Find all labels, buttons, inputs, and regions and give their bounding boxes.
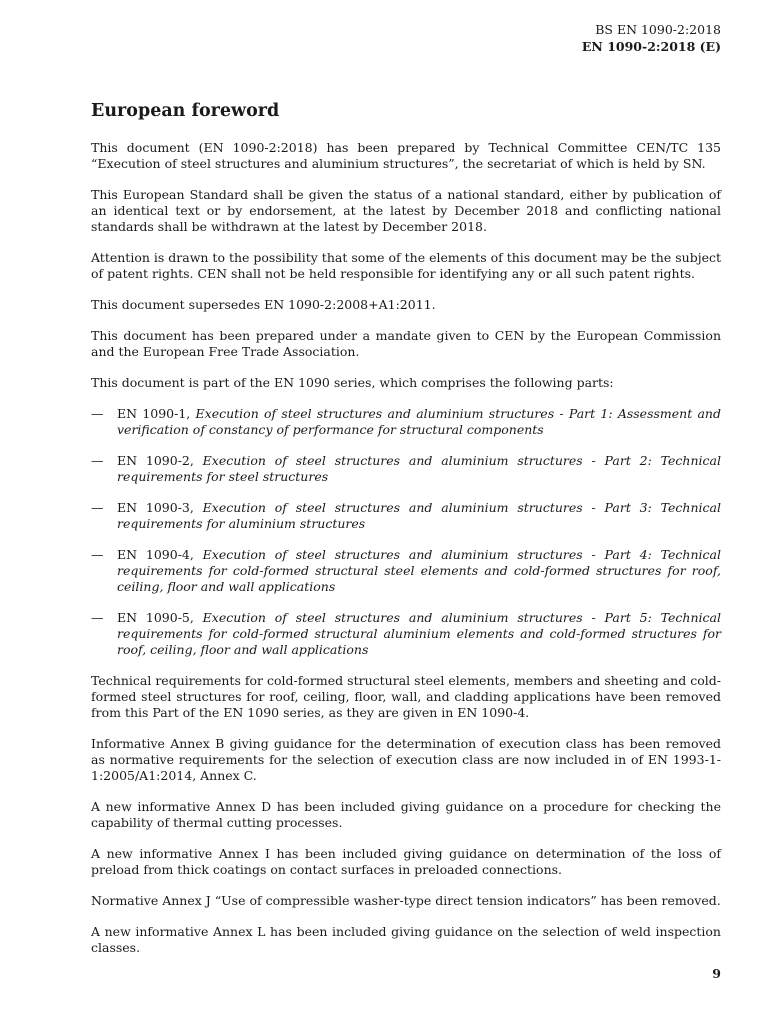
header-standard-en: EN 1090-2:2018 (E) <box>581 39 721 54</box>
paragraph: This document supersedes EN 1090-2:2008+A1:2011. <box>91 297 436 312</box>
part-reference: EN 1090-1, <box>117 406 196 421</box>
paragraph: This European Standard shall be given the status of a national standard, either by publication of an identical text or by endorsement, at the latest by December 2018 and conflicting national standards shall be withdrawn at the latest by December 2018. <box>91 187 721 234</box>
paragraph: Technical requirements for cold-formed structural steel elements, members and sheeting and cold-formed steel structures for roof, ceiling, floor, wall, and cladding applications have been removed from this Part of the EN 1090 series, as they are given in EN 1090-4. <box>91 673 721 720</box>
dash-bullet: — <box>91 547 104 562</box>
list-item <box>91 453 721 485</box>
list-item <box>91 500 721 532</box>
part-title: Execution of steel structures and aluminium structures - Part 3: Technical requirements for aluminium structures <box>117 500 721 531</box>
paragraph: Normative Annex J “Use of compressible washer-type direct tension indicators” has been removed. <box>91 893 721 908</box>
dash-bullet: — <box>91 453 104 468</box>
header-standard-bs: BS EN 1090-2:2018 <box>595 22 721 37</box>
dash-bullet: — <box>91 406 104 421</box>
list-item <box>91 610 721 658</box>
dash-bullet: — <box>91 500 104 515</box>
paragraph: Attention is drawn to the possibility that some of the elements of this document may be the subject of patent rights. CEN shall not be held responsible for identifying any or all such patent rights. <box>91 250 721 281</box>
paragraph: Informative Annex B giving guidance for the determination of execution class has been removed as normative requirements for the selection of execution class are now included in of EN 1993-1-1:2005/A1:2014, Annex C. <box>91 736 721 783</box>
paragraph: A new informative Annex L has been included giving guidance on the selection of weld inspection classes. <box>91 924 721 955</box>
paragraph: This document is part of the EN 1090 series, which comprises the following parts: <box>91 375 614 390</box>
paragraph: A new informative Annex D has been included giving guidance on a procedure for checking the capability of thermal cutting processes. <box>91 799 721 830</box>
paragraph: This document (EN 1090-2:2018) has been prepared by Technical Committee CEN/TC 135 “Execution of steel structures and aluminium structures”, the secretariat of which is held by SN. <box>91 140 721 171</box>
page-number: 9 <box>712 966 721 981</box>
part-reference: EN 1090-3, <box>117 500 203 515</box>
part-title: Execution of steel structures and aluminium structures - Part 5: Technical requirements for cold-formed structural aluminium elements and cold-formed structures for roof, ceiling, floor and wall applications <box>117 610 721 657</box>
paragraph: This document has been prepared under a mandate given to CEN by the European Commission and the European Free Trade Association. <box>91 328 721 359</box>
list-item <box>91 547 721 595</box>
part-title: Execution of steel structures and aluminium structures - Part 2: Technical requirements for steel structures <box>117 453 721 484</box>
foreword-body <box>91 140 721 971</box>
part-reference: EN 1090-5, <box>117 610 203 625</box>
part-title: Execution of steel structures and aluminium structures - Part 4: Technical requirements for cold-formed structural steel elements and cold-formed structures for roof, ceiling, floor and wall applications <box>117 547 721 594</box>
paragraph: A new informative Annex I has been included giving guidance on determination of the loss of preload from thick coatings on contact surfaces in preloaded connections. <box>91 846 721 877</box>
parts-list <box>91 406 721 658</box>
part-reference: EN 1090-2, <box>117 453 203 468</box>
part-title: Execution of steel structures and aluminium structures - Part 1: Assessment and verification of constancy of performance for structural components <box>117 406 721 437</box>
dash-bullet: — <box>91 610 104 625</box>
page-title: European foreword <box>91 101 280 121</box>
part-reference: EN 1090-4, <box>117 547 203 562</box>
list-item <box>91 406 721 438</box>
